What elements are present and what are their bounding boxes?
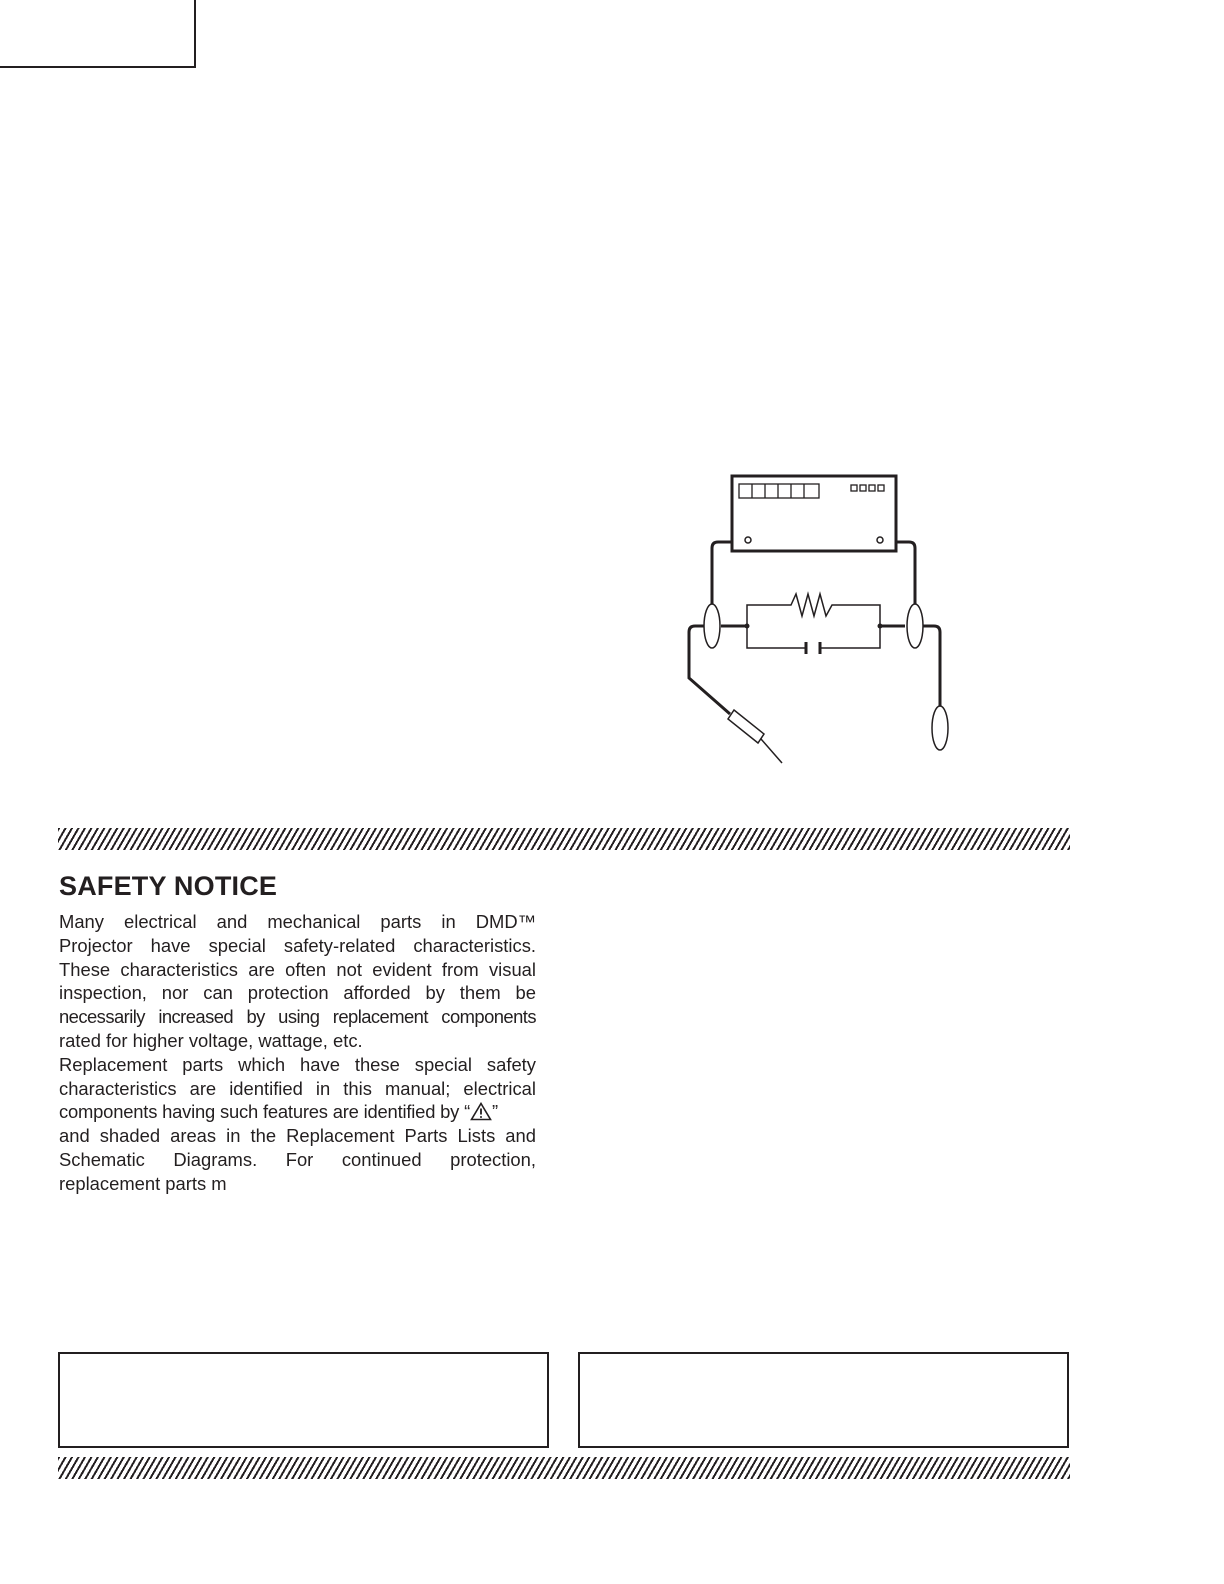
meter-terminal-left [745,537,751,543]
text-line: These characteristics are often not evident from visual [59,958,536,980]
hatched-divider-top [58,828,1070,850]
text-line: characteristics are identified in this manual; electrical [59,1077,536,1099]
text-line: necessarily increased by using replacement components [59,1006,536,1028]
text-line: inspection, nor can protection afforded by them be [59,982,536,1004]
corner-frame [0,0,196,68]
text-line: Projector have special safety-related characteristics. [59,934,536,956]
text-fragment: ” [492,1101,498,1123]
safety-notice-body [59,910,536,1196]
text-line: replacement parts m [59,1172,227,1194]
leakage-current-test-circuit-icon [680,470,980,770]
text-line: and shaded areas in the Replacement Parts Lists and [59,1125,536,1147]
text-line: Many electrical and mechanical parts in DMD™ [59,911,536,932]
meter-buttons [851,485,884,491]
hatched-divider-bottom [58,1457,1070,1479]
section-title: SAFETY NOTICE [59,871,278,901]
warning-triangle-icon [470,1102,492,1121]
meter-display [739,484,819,498]
meter-terminal-right [877,537,883,543]
text-line-with-symbol [59,1100,536,1124]
text-line: Replacement parts which have these special safety [59,1053,536,1075]
meter-box [732,476,896,551]
info-box-left [58,1352,549,1448]
info-box-right [578,1352,1069,1448]
text-fragment: components having such features are identified by “ [59,1101,470,1123]
text-line: rated for higher voltage, wattage, etc. [59,1029,363,1051]
text-line: Schematic Diagrams. For continued protection, [59,1148,536,1170]
